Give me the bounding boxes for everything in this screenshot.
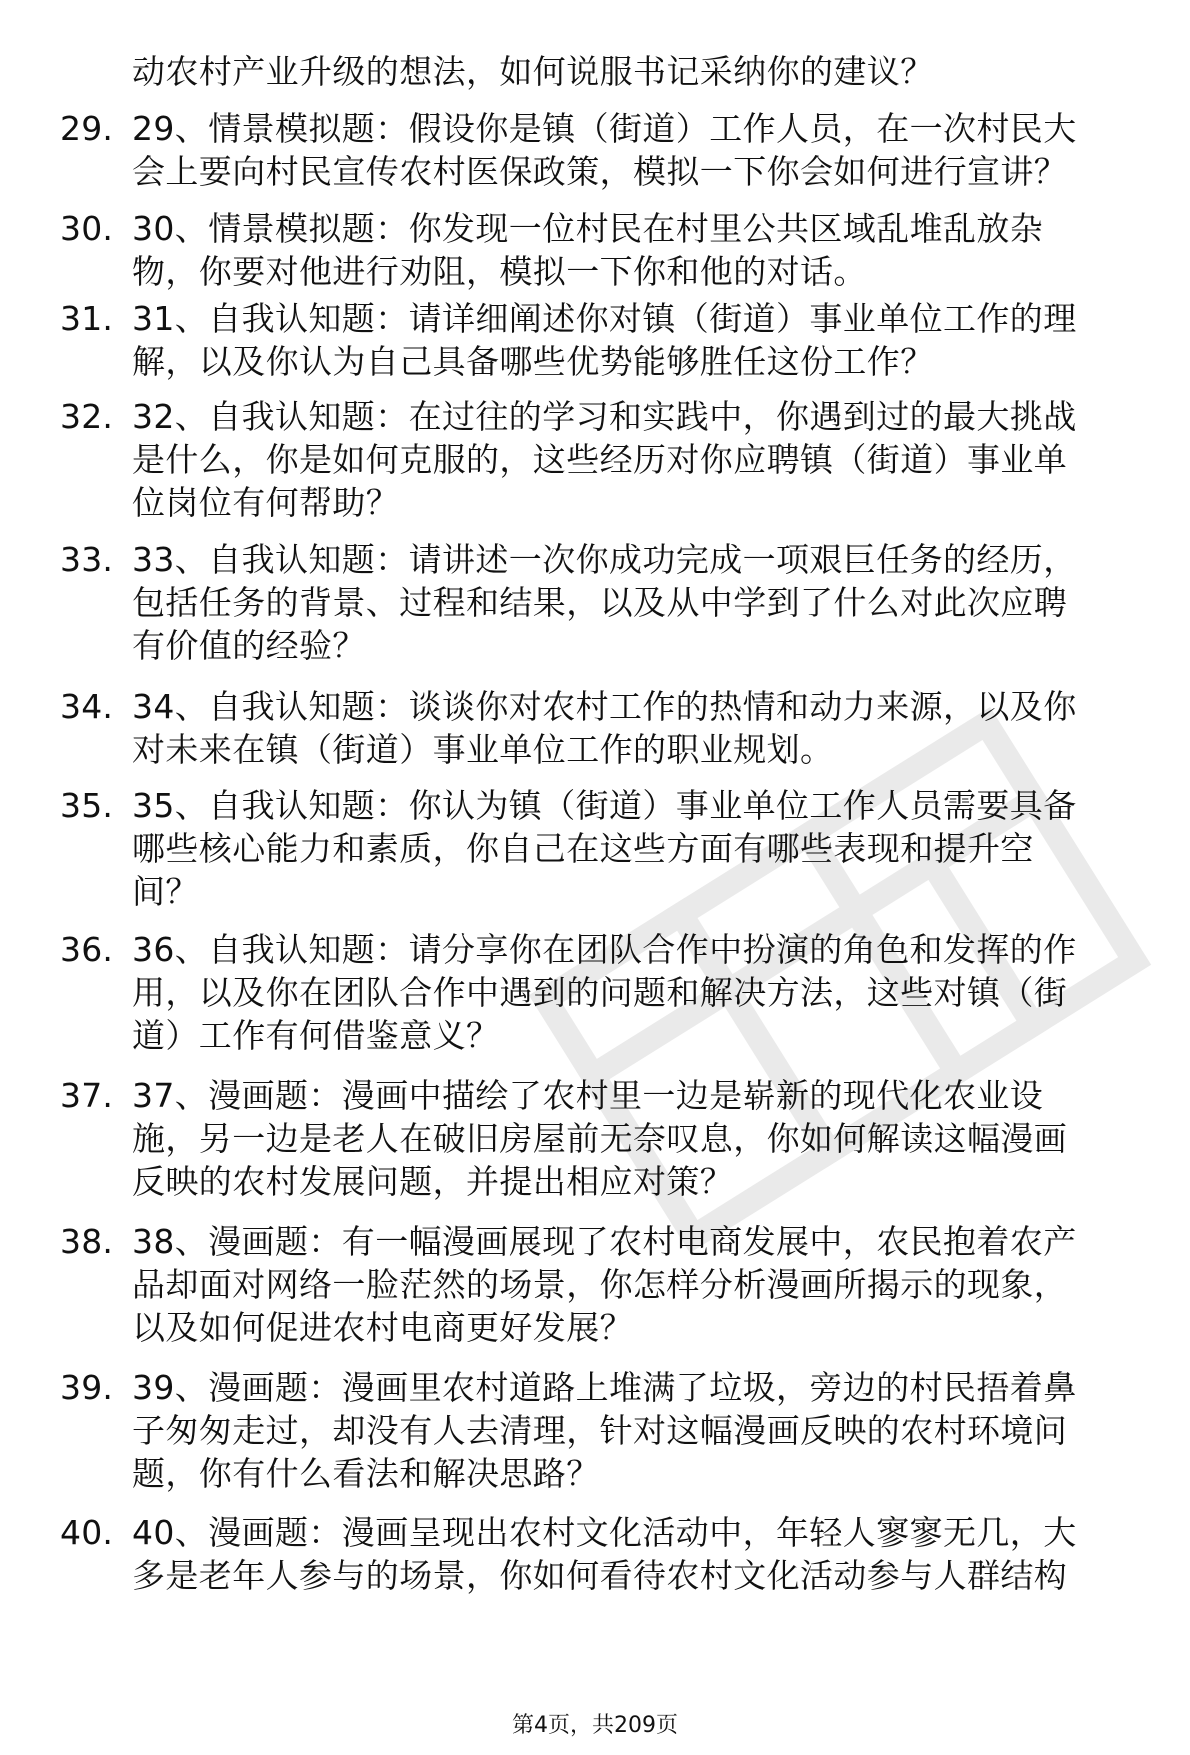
question-line: 以及如何促进农村电商更好发展？ [132, 1308, 633, 1347]
question-line: 38、漫画题：有一幅漫画展现了农村电商发展中，农民抱着农产 [132, 1222, 1077, 1261]
question-line: 35、自我认知题：你认为镇（街道）事业单位工作人员需要具备 [132, 786, 1077, 825]
question-line: 物，你要对他进行劝阻，模拟一下你和他的对话。 [132, 252, 867, 291]
question-text [132, 928, 1152, 1057]
question-line: 29、情景模拟题：假设你是镇（街道）工作人员，在一次村民大 [132, 109, 1077, 148]
question-line: 位岗位有何帮助？ [132, 483, 400, 522]
question-line: 哪些核心能力和素质，你自己在这些方面有哪些表现和提升空 [132, 829, 1034, 868]
question-line: 有价值的经验？ [132, 626, 366, 665]
question-line: 解，以及你认为自己具备哪些优势能够胜任这份工作？ [132, 342, 934, 381]
question-line: 39、漫画题：漫画里农村道路上堆满了垃圾，旁边的村民捂着鼻 [132, 1368, 1077, 1407]
question-text [132, 1074, 1152, 1203]
page-footer: 第4页，共209页 [512, 1713, 678, 1738]
question-line: 是什么，你是如何克服的，这些经历对你应聘镇（街道）事业单 [132, 440, 1068, 479]
question-line: 子匆匆走过，却没有人去清理，针对这幅漫画反映的农村环境问 [132, 1411, 1068, 1450]
question-line: 33、自我认知题：请讲述一次你成功完成一项艰巨任务的经历， [132, 540, 1077, 579]
question-number: 38. [60, 1222, 114, 1261]
question-line: 会上要向村民宣传农村医保政策，模拟一下你会如何进行宣讲？ [132, 152, 1068, 191]
question-number: 33. [60, 540, 114, 579]
question-text [132, 107, 1152, 193]
question-line: 32、自我认知题：在过往的学习和实践中，你遇到过的最大挑战 [132, 397, 1077, 436]
question-line: 品却面对网络一脸茫然的场景，你怎样分析漫画所揭示的现象， [132, 1265, 1068, 1304]
question-number: 40. [60, 1513, 114, 1552]
question-line: 题，你有什么看法和解决思路？ [132, 1454, 600, 1493]
question-number: 32. [60, 397, 114, 436]
question-text [132, 685, 1152, 771]
question-text [132, 784, 1152, 913]
continuation-line: 动农村产业升级的想法，如何说服书记采纳你的建议？ [132, 52, 934, 91]
question-line: 包括任务的背景、过程和结果，以及从中学到了什么对此次应聘 [132, 583, 1068, 622]
question-text [132, 1511, 1152, 1597]
question-text [132, 297, 1152, 383]
question-number: 31. [60, 299, 114, 338]
question-line: 用，以及你在团队合作中遇到的问题和解决方法，这些对镇（街 [132, 973, 1068, 1012]
question-line: 30、情景模拟题：你发现一位村民在村里公共区域乱堆乱放杂 [132, 209, 1044, 248]
question-number: 37. [60, 1076, 114, 1115]
question-number: 36. [60, 930, 114, 969]
question-number: 39. [60, 1368, 114, 1407]
question-text [132, 1366, 1152, 1495]
question-number: 30. [60, 209, 114, 248]
question-line: 道）工作有何借鉴意义？ [132, 1016, 500, 1055]
question-text [132, 1220, 1152, 1349]
question-line: 34、自我认知题：谈谈你对农村工作的热情和动力来源，以及你 [132, 687, 1077, 726]
question-line: 对未来在镇（街道）事业单位工作的职业规划。 [132, 730, 834, 769]
question-number: 35. [60, 786, 114, 825]
question-line: 40、漫画题：漫画呈现出农村文化活动中，年轻人寥寥无几，大 [132, 1513, 1077, 1552]
question-number: 34. [60, 687, 114, 726]
question-line: 间？ [132, 872, 199, 911]
question-number: 29. [60, 109, 114, 148]
question-text [132, 538, 1152, 667]
question-line: 37、漫画题：漫画中描绘了农村里一边是崭新的现代化农业设 [132, 1076, 1044, 1115]
question-text [132, 395, 1152, 524]
question-line: 反映的农村发展问题，并提出相应对策？ [132, 1162, 734, 1201]
question-line: 36、自我认知题：请分享你在团队合作中扮演的角色和发挥的作 [132, 930, 1077, 969]
question-line: 多是老年人参与的场景，你如何看待农村文化活动参与人群结构 [132, 1556, 1068, 1595]
question-text [132, 207, 1152, 293]
question-line: 施，另一边是老人在破旧房屋前无奈叹息，你如何解读这幅漫画 [132, 1119, 1068, 1158]
question-line: 31、自我认知题：请详细阐述你对镇（街道）事业单位工作的理 [132, 299, 1077, 338]
